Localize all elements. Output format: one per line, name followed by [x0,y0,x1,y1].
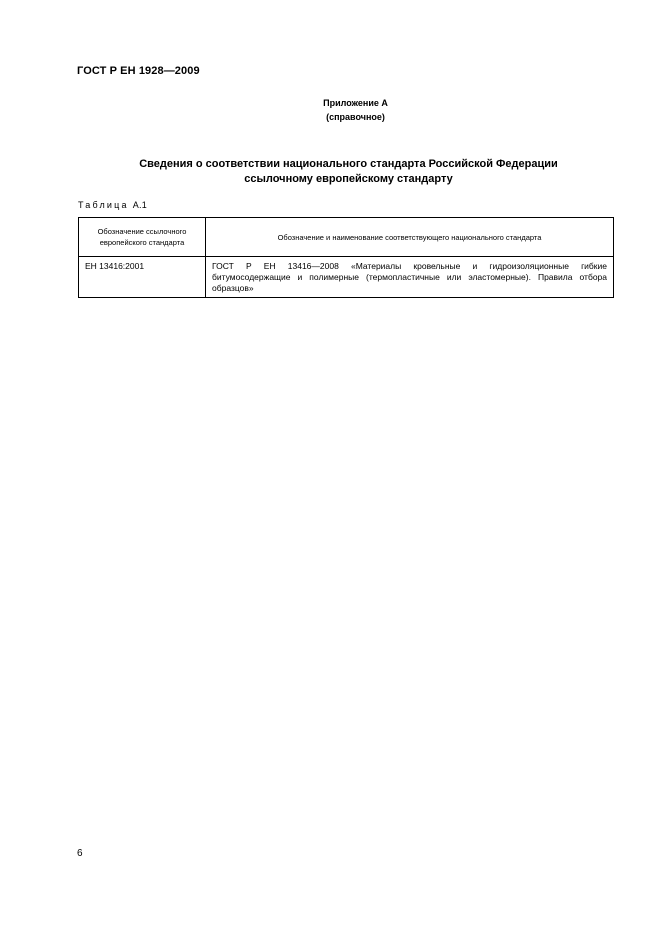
appendix-subtitle: (справочное) [326,112,385,122]
document-code: ГОСТ Р ЕН 1928—2009 [77,65,200,77]
table-row [79,257,614,298]
section-title-line-1: Сведения о соответствии национального стандарта Российской Федерации [139,158,558,170]
appendix-title: Приложение А [323,98,388,108]
table-caption [78,200,147,210]
page-number: 6 [77,848,83,859]
table-header-national-standard: Обозначение и наименование соответствующего национального стандарта [206,218,614,257]
table-header-row [79,218,614,257]
reference-standards-table [78,217,614,298]
table-caption-label: Таблица [78,200,129,210]
table-caption-number: А.1 [132,200,148,210]
table-cell-reference-standard: ЕН 13416:2001 [79,257,206,298]
section-title-line-2: ссылочному европейскому стандарту [244,173,453,185]
table-header-reference-standard: Обозначение ссылочного европейского стандарта [79,218,206,257]
section-title [0,157,661,187]
table-cell-national-standard: ГОСТ Р ЕН 13416—2008 «Материалы кровельные и гидроизоляционные гибкие битумосодержащие и полимерные (термопластичные или эластомерные). Правила отбора образцов» [206,257,614,298]
appendix-heading [0,96,661,124]
